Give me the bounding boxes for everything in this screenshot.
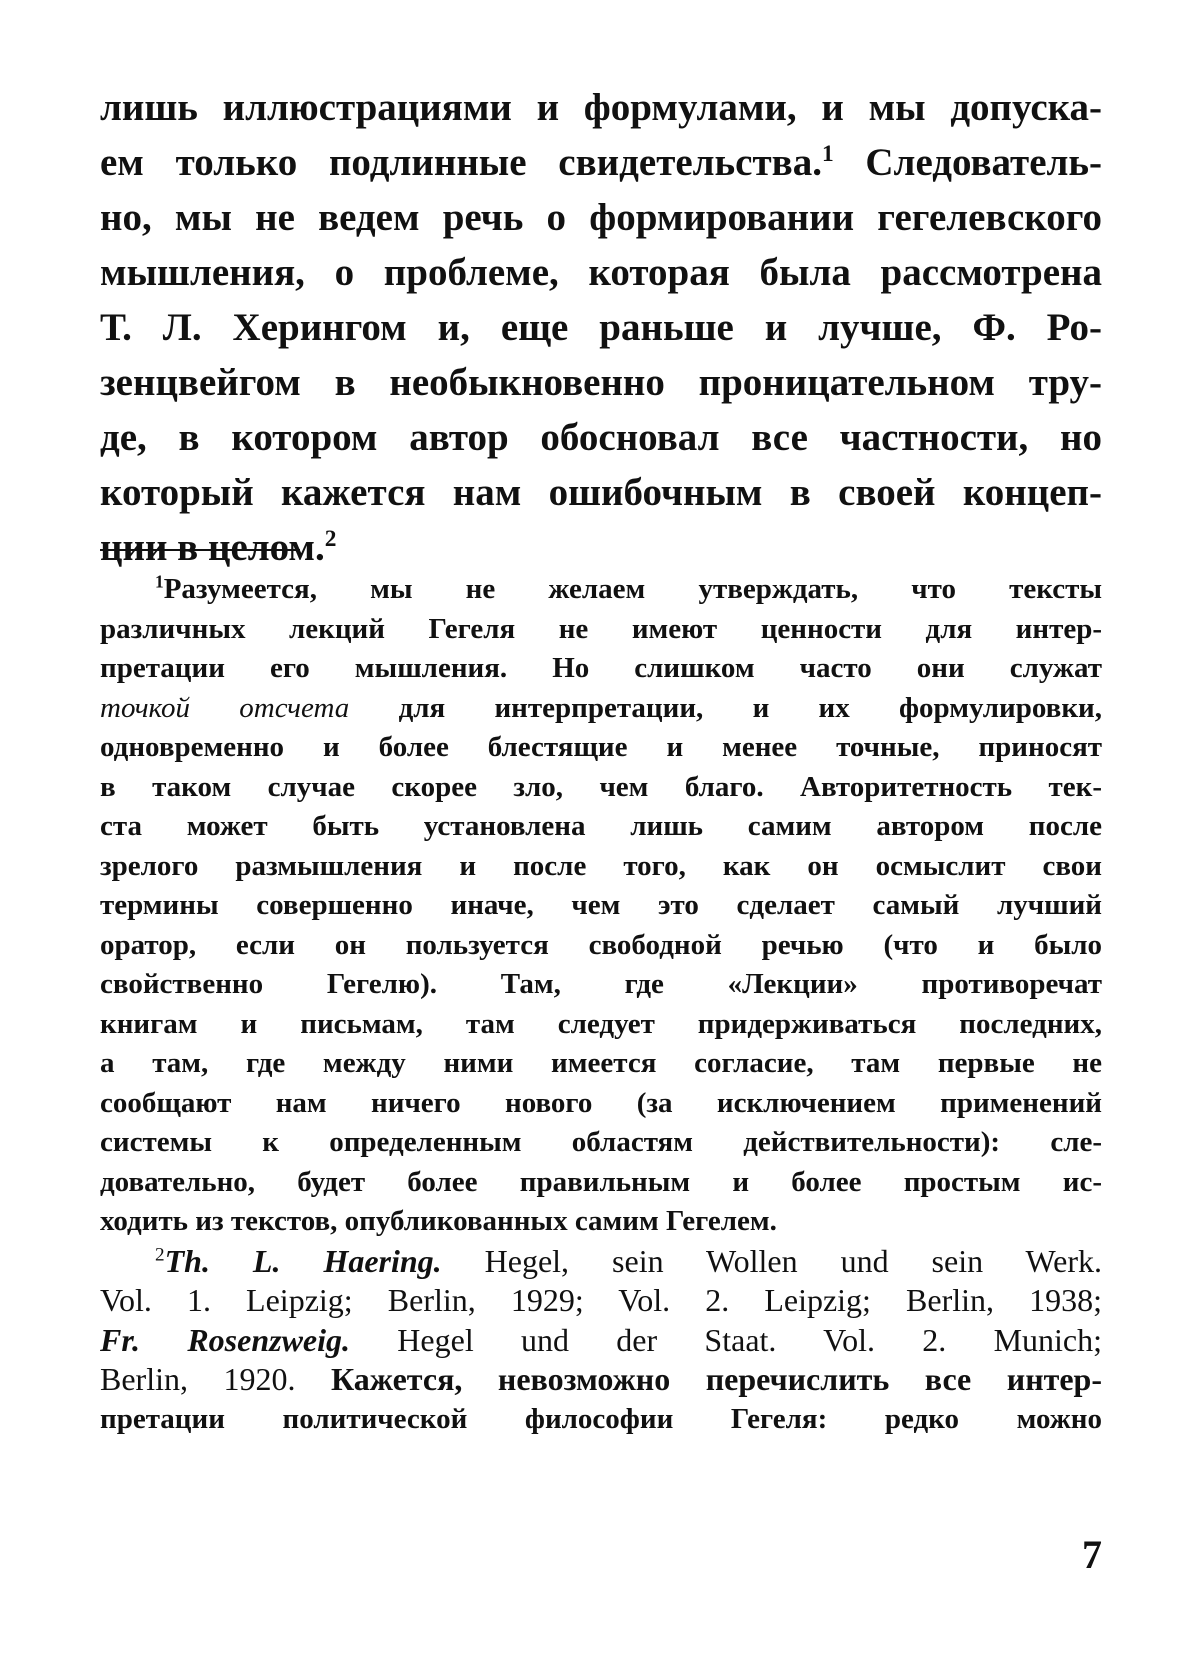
footnote-1-line: а там, где между ними имеется согласие, там первые не: [100, 1047, 1102, 1079]
main-line: зенцвейгом в необыкновенно проницательном тру-: [100, 361, 1102, 404]
footnote-2-line: [100, 1360, 1102, 1400]
main-line-text: ции в целом.: [100, 526, 325, 569]
footnote-1-line: сообщают нам ничего нового (за исключением применений: [100, 1086, 1102, 1119]
footnote-ref-2: 2: [324, 526, 337, 552]
main-line-text: Следователь-: [833, 141, 1102, 184]
footnote-1-line: зрелого размышления и после того, как он осмыслит свои: [100, 849, 1102, 882]
footnote-italic-text: точкой отсчета: [100, 691, 350, 724]
footnote-1-line: ста может быть установлена лишь самим автором после: [100, 810, 1102, 842]
footnote-2-line: Vol. 1. Leipzig; Berlin, 1929; Vol. 2. Leipzig; Berlin, 1938;: [100, 1282, 1102, 1318]
footnote-1-line: различных лекций Гегеля не имеют ценности для интер-: [100, 612, 1102, 645]
footnote-1-line: одновременно и более блестящие и менее точные, приносят: [100, 731, 1102, 763]
footnote-1-line: книгам и письмам, там следует придерживаться последних,: [100, 1007, 1102, 1040]
footnote-2-line: [100, 1242, 1102, 1282]
footnote-2-line: [100, 1321, 1102, 1361]
footnote-1-line: [100, 689, 1102, 729]
footnote-separator: [100, 549, 300, 551]
main-line: де, в котором автор обосновал все частности, но: [100, 416, 1102, 459]
footnote-text: Berlin, 1920.: [100, 1361, 296, 1397]
footnote-1-line: в таком случае скорее зло, чем благо. Авторитетность тек-: [100, 770, 1102, 803]
footnote-1-marker: 1: [155, 571, 164, 592]
footnote-1-line: оратор, если он пользуется свободной речью (что и было: [100, 928, 1102, 961]
footnote-2-marker: 2: [155, 1243, 165, 1265]
footnote-text: Hegel, sein Wollen und sein Werk.: [441, 1242, 1102, 1279]
main-line: мышления, о проблеме, которая была рассмотрена: [100, 251, 1102, 294]
page-number: 7: [1082, 1532, 1102, 1577]
main-paragraph: [100, 80, 1102, 575]
footnote-author: Fr. Rosenzweig.: [100, 1321, 351, 1358]
footnote-ref-1: 1: [821, 141, 834, 167]
main-line: [100, 135, 1102, 190]
main-line: но, мы не ведем речь о формировании гегелевского: [100, 196, 1102, 239]
footnote-text: Hegel und der Staat. Vol. 2. Munich;: [350, 1321, 1102, 1358]
footnote-1-line: термины совершенно иначе, чем это сделает самый лучший: [100, 889, 1102, 921]
footnotes: [100, 570, 1102, 1439]
main-line-text: ем только подлинные свидетельства.: [100, 141, 822, 184]
footnote-1-line: [100, 570, 1102, 610]
main-line: который кажется нам ошибочным в своей концеп-: [100, 471, 1102, 514]
main-line: Т. Л. Херингом и, еще раньше и лучше, Ф. Ро-: [100, 306, 1102, 349]
footnote-text: Разумеется, мы не желаем утверждать, что тексты: [163, 573, 1102, 605]
footnote-1-line: претации его мышления. Но слишком часто они служат: [100, 652, 1102, 684]
main-line: лишь иллюстрациями и формулами, и мы допуска-: [100, 86, 1102, 129]
main-line: [100, 520, 1102, 575]
footnote-text: Кажется, невозможно перечислить все интер-: [295, 1361, 1102, 1397]
footnote-1-line: системы к определенным областям действительности): сле-: [100, 1126, 1102, 1158]
footnote-1-line: ходить из текстов, опубликованных самим Гегелем.: [100, 1205, 777, 1237]
footnote-2-line: претации политической философии Гегеля: редко можно: [100, 1402, 1102, 1435]
footnote-1-line: свойственно Гегелю). Там, где «Лекции» противоречат: [100, 968, 1102, 1000]
footnote-1-line: довательно, будет более правильным и более простым ис-: [100, 1165, 1102, 1198]
footnote-text: для интерпретации, и их формулировки,: [349, 691, 1102, 724]
footnote-author: Th. L. Haering.: [164, 1242, 442, 1279]
